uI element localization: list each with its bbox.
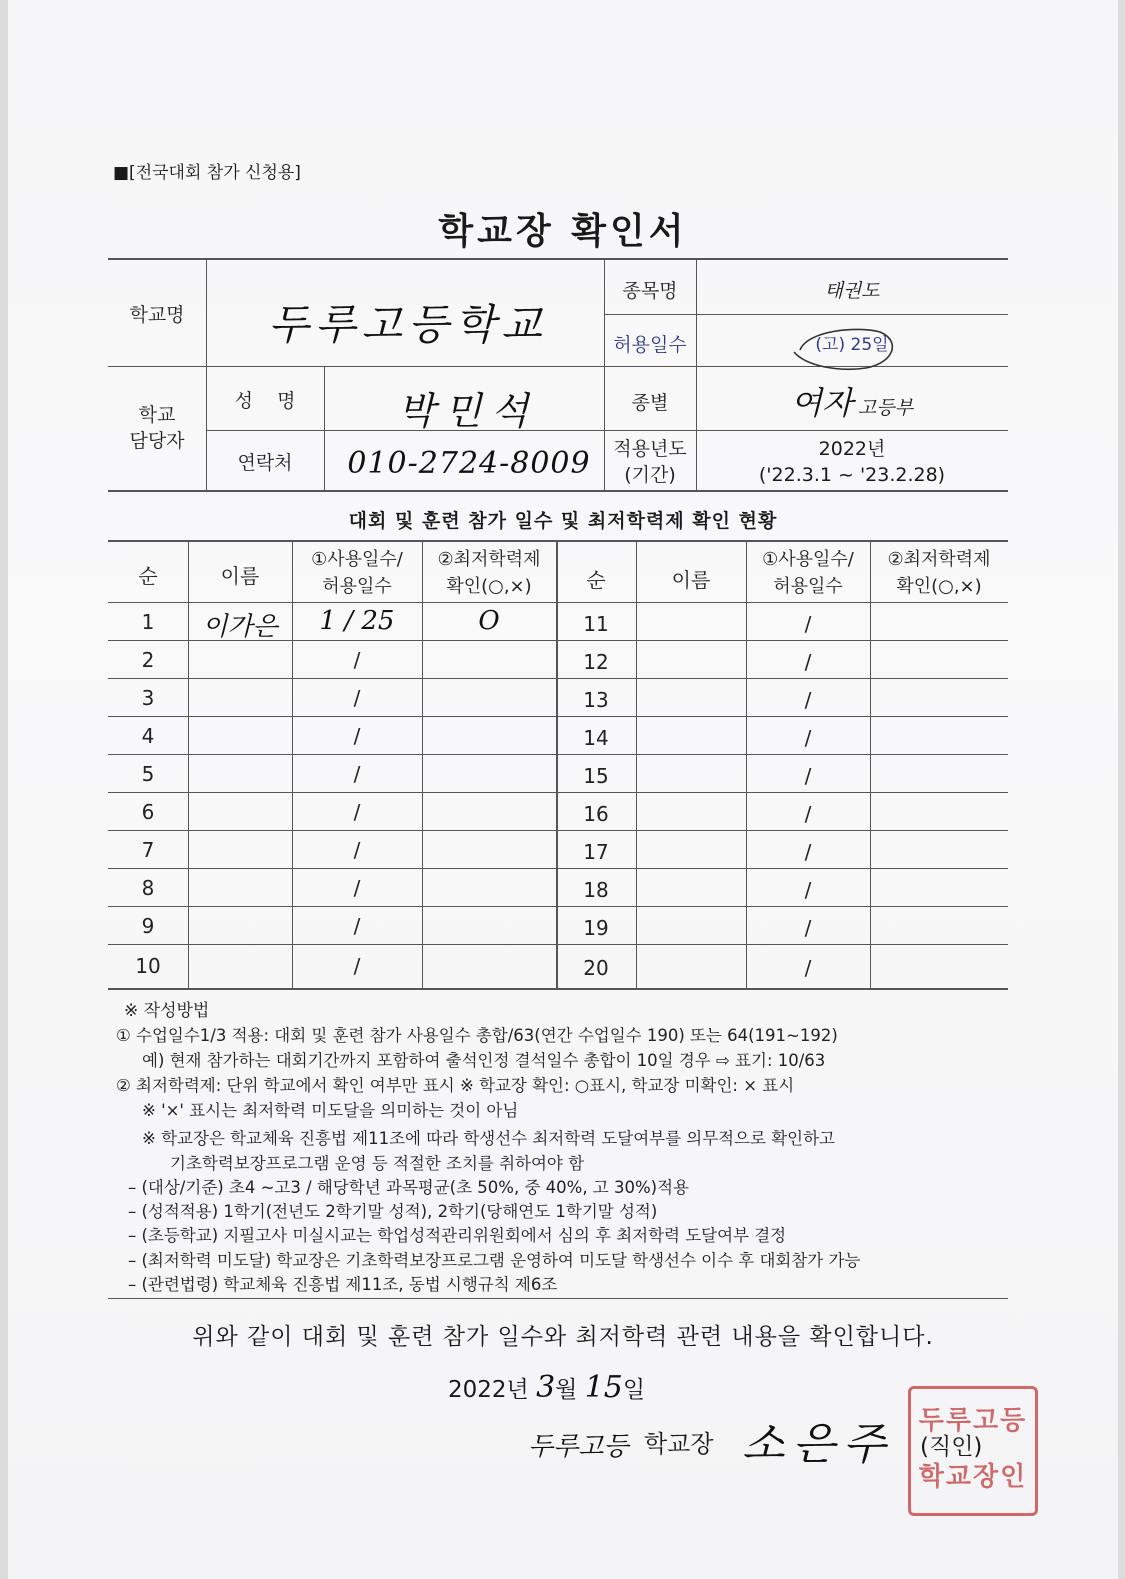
signer-school: 두루고등: [528, 1432, 629, 1462]
bullet-law: – (관련법령) 학교체육 진흥법 제11조, 동법 시행규칙 제6조: [128, 1275, 558, 1294]
school-name-label: 학교명: [129, 304, 185, 326]
seal-label: (직인): [920, 1434, 983, 1460]
note-2a: ② 최저학력제: 단위 학교에서 확인 여부만 표시 ※ 학교장 확인: ○표시, 학교장 미확인: × 표시: [116, 1076, 795, 1095]
name-label: 성 명: [234, 390, 296, 412]
col-header-name: 이름: [220, 564, 260, 588]
official-stamp: 두루고등학교장인: [908, 1386, 1038, 1516]
allowed-days-value: (고) 25일: [815, 335, 889, 355]
note-1b: 예) 현재 참가하는 대회기간까지 포함하여 출석인정 결석일수 총합이 10일 경우 ⇨ 표기: 10/63: [142, 1051, 826, 1070]
note-2c: ※ 학교장은 학교체육 진흥법 제11조에 따라 학생선수 최저학력 도달여부를 의무적으로 확인하고: [142, 1129, 835, 1148]
contact-value: 010-2724-8009: [347, 446, 591, 481]
gender-value: 여자 고등부: [791, 384, 913, 422]
col-header-name-right: 이름: [671, 568, 711, 592]
document-page: ■[전국대회 참가 신청용] 학교장 확인서 학교명 두루고등학교 종목명 태권도 허용일수 (고) 25일 학교 담당자 성 명 박민석 연락처 010-2724-8009 종별 여자 고등부 적용년도 (기간) 2022년 ('22.3.1 ~ '23.2.28) 대회 및 훈련 참가 일수 및 최저학력제 확인 현황 순 이름 ①사용일수/ 허용일수 ②최저학력제 확인(○,×) 순 이름 ①사용일수/ 허용일수 ②최저학력제 확인(○,×) 1 이가은 1 / 25 O 2 / 3 / 4 / 5 / 6 / 7 / 8 / 9 / 10 / 11 / 12 / 13 / 14 / 15 / 16 / 17 / 18 / 19 / 20 / ※ 작성방법 ① 수업일수1/3 적용: 대회 및 훈련 참가 사용일수 총합/63(연간 수업일수 190) 또는 64(191~192) 예) 현재 참가하는 대회기간까지 포함하여 출석인정 결석일수 총합이 10일 경우 ⇨ 표기: 10/63 ② 최저학력제: 단위 학교에서 확인 여부만 표시 ※ 학교장 확인: ○표시, 학교장 미확인: × 표시 ※ '×' 표시는 최저학력 미도달을 의미하는 것이 아님 ※ 학교장은 학교체육 진흥법 제11조에 따라 학생선수 최저학력 도달여부를 의무적으로 확인하고 기초학력보장프로그램 운영 등 적절한 조치를 취하여야 함 – (대상/기준) 초4 ~고3 / 해당학년 과목평균(초 50%, 중 40%, 고 30%)적용 – (성적적용) 1학기(전년도 2학기말 성적), 2학기(당해연도 1학기말 성적) – (초등학교) 지필고사 미실시교는 학업성적관리위원회에서 심의 후 최저학력 도달여부 결정 – (최저학력 미도달) 학교장은 기초학력보장프로그램 운영하여 미도달 학생선수 이수 후 대회참가 가능 – (관련법령) 학교체육 진흥법 제11조, 동법 시행규칙 제6조 위와 같이 대회 및 훈련 참가 일수와 최저학력 관련 내용을 확인합니다. 2022년 3월 15일 두루고등 학교장 소은주 (직인) 두루고등학교장인: [8, 0, 1118, 1579]
hand-circle-mark: [788, 316, 908, 374]
col-header-no-right: 순: [586, 568, 606, 592]
allowed-days-label: 허용일수: [613, 334, 687, 356]
event-value: 태권도: [824, 280, 880, 302]
form-type-tag: ■[전국대회 참가 신청용]: [113, 163, 301, 183]
page-title: 학교장 확인서: [438, 211, 688, 252]
col-header-days-right: ①사용일수/ 허용일수: [762, 549, 854, 597]
staff-label: 학교 담당자: [129, 404, 185, 452]
year-label: 적용년도 (기간): [613, 438, 687, 486]
principal-signature: 소은주: [742, 1419, 894, 1470]
event-label: 종목명: [622, 280, 678, 302]
bullet-grades: – (성적적용) 1학기(전년도 2학기말 성적), 2학기(당해연도 1학기말 성적): [128, 1202, 658, 1221]
bullet-target: – (대상/기준) 초4 ~고3 / 해당학년 과목평균(초 50%, 중 40%, 고 30%)적용: [128, 1178, 689, 1197]
note-1a: ① 수업일수1/3 적용: 대회 및 훈련 참가 사용일수 총합/63(연간 수업일수 190) 또는 64(191~192): [116, 1026, 838, 1045]
col-header-days: ①사용일수/ 허용일수: [311, 549, 403, 597]
gender-label: 종별: [631, 392, 669, 414]
contact-label: 연락처: [237, 452, 293, 474]
col-header-check-right: ②최저학력제 확인(○,×): [887, 549, 991, 597]
col-header-no: 순: [138, 564, 158, 588]
year-value: 2022년 ('22.3.1 ~ '23.2.28): [758, 438, 946, 486]
confirmation-statement: 위와 같이 대회 및 훈련 참가 일수와 최저학력 관련 내용을 확인합니다.: [192, 1324, 934, 1350]
principal-title: 학교장: [644, 1430, 714, 1458]
confirm-date: 2022년 3월 15일: [448, 1370, 646, 1405]
note-2b: ※ '×' 표시는 최저학력 미도달을 의미하는 것이 아님: [142, 1101, 519, 1120]
school-name-value: 두루고등학교: [268, 300, 548, 349]
bullet-elementary: – (초등학교) 지필고사 미실시교는 학업성적관리위원회에서 심의 후 최저학력 도달여부 결정: [128, 1226, 787, 1245]
section-title: 대회 및 훈련 참가 일수 및 최저학력제 확인 현황: [348, 510, 778, 532]
staff-name-value: 박민석: [397, 389, 539, 433]
col-header-check: ②최저학력제 확인(○,×): [437, 549, 541, 597]
note-2d: 기초학력보장프로그램 운영 등 적절한 조치를 취하여야 함: [170, 1154, 585, 1173]
bullet-below-min: – (최저학력 미도달) 학교장은 기초학력보장프로그램 운영하여 미도달 학생선수 이수 후 대회참가 가능: [128, 1251, 861, 1270]
instructions-heading: ※ 작성방법: [124, 1001, 210, 1021]
